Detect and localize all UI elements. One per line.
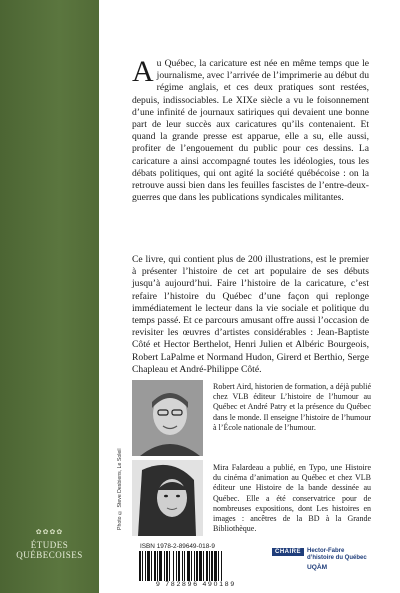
photo-credit: Photo © Steve Desbiens, Le Soleil	[117, 448, 123, 530]
barcode-bar	[169, 551, 170, 581]
chair-logo	[272, 546, 376, 584]
barcode-bar	[206, 551, 208, 581]
barcode-bar	[173, 551, 174, 581]
author-photo-robert-aird	[132, 380, 203, 456]
barcode-bar	[209, 551, 210, 581]
barcode-bar	[145, 551, 146, 581]
second-paragraph	[132, 254, 369, 376]
series-logo	[0, 528, 99, 560]
isbn-label: ISBN 1978-2-89649-018-9	[140, 543, 215, 550]
bio-1-text: Robert Aird, historien de formation, a déjà publié chez VLB éditeur L’histoire de l’humour au Québec et André Patry et la présence du Québec dans le monde. Il enseigne l’histoire de l’humour à l’École nationale de l’humour.	[213, 382, 371, 432]
portrait-woman-icon	[132, 460, 203, 536]
chair-text	[307, 548, 377, 571]
barcode-bar	[218, 551, 219, 581]
barcode-bar	[182, 551, 183, 581]
barcode-bar	[142, 551, 143, 581]
barcode-bar	[164, 551, 165, 581]
barcode-bar	[199, 551, 202, 581]
barcode-bar	[184, 551, 185, 581]
series-line-1: ÉTUDES	[30, 540, 69, 550]
barcode-bar	[203, 551, 204, 581]
intro-text: u Québec, la caricature est née en même temps que le journalisme, avec l’arrivée de l’imprimerie au début du régime anglais, et ces deux pratiques sont restées, depuis, indissociables. Le XIXe siècle a vu le foisonnement d’une infinité de journaux satiriques qui devaient une bonne part de leur succès aux caricatures qu’ils contenaient. Et quand la grande presse est apparue, elle a su, elle aussi, profiter de l’engouement du public pour ces dessins. La caricature a ainsi accompagné toutes les idéologies, tous les débats politiques, qui ont agité la société québécoise : on la retrouve aussi bien dans les feuilles fascistes de l’entre-deux-guerres que dans les publications syndicales militantes.	[132, 58, 369, 204]
bio-robert-aird	[213, 382, 371, 433]
barcode-number: 9 782896 490189	[156, 581, 236, 588]
barcode-bar	[191, 551, 192, 581]
portrait-man-icon	[132, 380, 203, 456]
uqam-logo: UQÀM	[307, 563, 328, 571]
barcode-bar	[194, 551, 195, 581]
barcode-bar	[151, 551, 152, 581]
barcode-bar	[187, 551, 190, 581]
drop-cap: A	[132, 55, 154, 88]
barcode-bar	[157, 551, 158, 581]
chair-line-2: d’histoire du Québec	[307, 555, 367, 562]
barcode-bar	[196, 551, 198, 581]
green-sidebar	[0, 0, 99, 593]
chair-line-1: Hector-Fabre	[307, 548, 345, 554]
author-photo-mira-falardeau	[132, 460, 203, 536]
barcode	[137, 543, 257, 589]
barcode-bar	[159, 551, 162, 581]
barcode-bar	[221, 551, 222, 581]
barcode-bar	[211, 551, 213, 581]
barcode-bar	[178, 551, 180, 581]
series-line-2: QUÉBECOISES	[16, 550, 83, 560]
barcode-bar	[214, 551, 217, 581]
leaf-ornament-icon: ✿✿✿✿	[35, 528, 64, 536]
barcode-bar	[166, 551, 168, 581]
second-text: Ce livre, qui contient plus de 200 illustrations, est le premier à présenter l’histoire de cet art populaire de ses débuts jusqu’à aujourd’hui. Faire l’histoire de la caricature, c’est refaire l’histoire du Québec d’une façon qui replonge immédiatement le lecteur dans la vie sociale et politique du temps passé. Et ce parcours amusant offre aussi l’occasion de revisiter les œuvres d’artistes considérables : Jean-Baptiste Côté et Hector Berthelot, Henri Julien et Albéric Bourgeois, Robert LaPalme et Normand Hudon, Girerd et Berthio, Serge Chapleau et André-Philippe Côté.	[132, 254, 369, 375]
barcode-bar	[139, 551, 141, 581]
barcode-bar	[176, 551, 177, 581]
sidebar-gradient	[0, 0, 99, 593]
intro-paragraph	[132, 55, 369, 204]
barcode-bar	[154, 551, 156, 581]
bio-2-text: Mira Falardeau a publié, en Typo, une Histoire du cinéma d’animation au Québec et chez VLB éditeur une Histoire de la bande dessinée au Québec. Elle a été conservatrice pour de nombreuses expositions, dont Les histoires en images : ancêtres de la BD à la Grande Bibliothèque.	[213, 463, 371, 534]
chair-tag: CHAIRE	[272, 548, 304, 556]
barcode-bars	[137, 551, 255, 581]
barcode-bar	[147, 551, 150, 581]
bio-mira-falardeau	[213, 463, 371, 534]
